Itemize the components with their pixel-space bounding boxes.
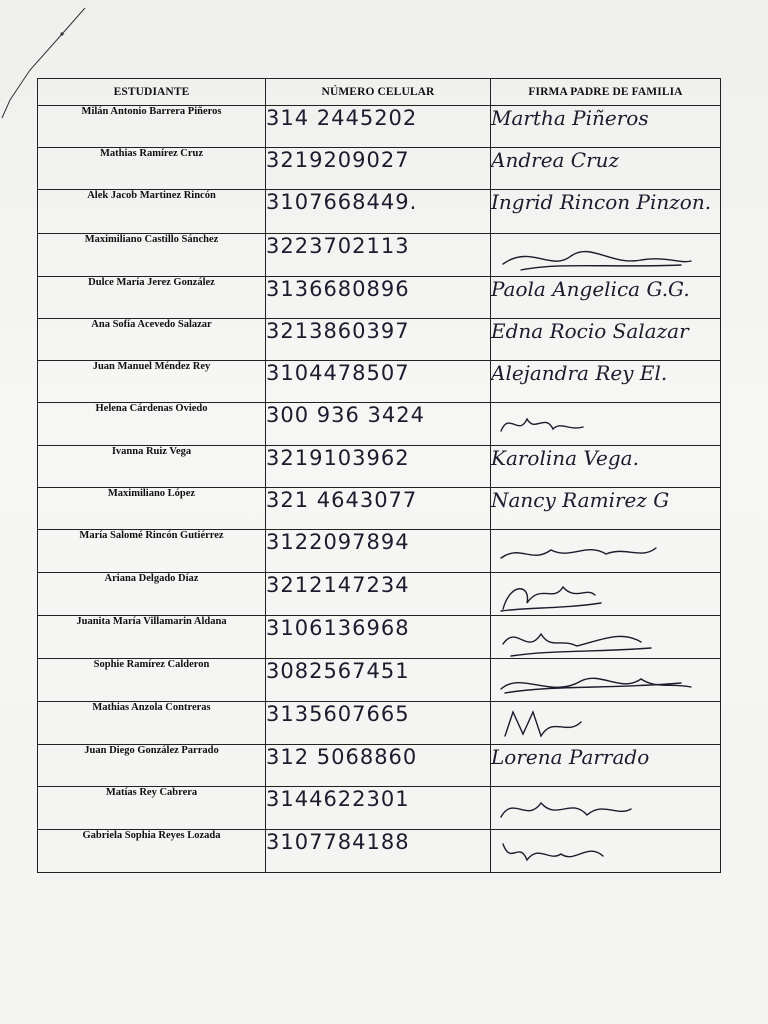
parent-signature	[491, 446, 721, 488]
phone-number: 321 4643077	[266, 488, 491, 530]
phone-number: 3107784188	[266, 830, 491, 873]
table-row	[38, 277, 721, 319]
signature-text: Andrea Cruz	[491, 148, 620, 172]
signature-text: Karolina Vega.	[491, 446, 639, 470]
table-row	[38, 830, 721, 873]
student-name: Mathias Anzola Contreras	[38, 702, 266, 745]
student-name: Juan Diego González Parrado	[38, 745, 266, 787]
signature-text: Lorena Parrado	[491, 745, 650, 769]
parent-contact-table	[37, 78, 721, 873]
parent-signature	[491, 787, 721, 830]
student-name: Ariana Delgado Díaz	[38, 573, 266, 616]
student-name: Ivanna Ruiz Vega	[38, 446, 266, 488]
phone-number: 3106136968	[266, 616, 491, 659]
parent-signature	[491, 659, 721, 702]
parent-signature	[491, 745, 721, 787]
table-row	[38, 319, 721, 361]
student-name: Juan Manuel Méndez Rey	[38, 361, 266, 403]
phone-number: 314 2445202	[266, 106, 491, 148]
parent-signature	[491, 106, 721, 148]
phone-number: 3219209027	[266, 148, 491, 190]
signature-text: Edna Rocio Salazar	[491, 319, 689, 343]
table-row	[38, 106, 721, 148]
table-row	[38, 702, 721, 745]
signature-text: Martha Piñeros	[491, 106, 649, 130]
parent-signature	[491, 403, 721, 446]
phone-number: 3136680896	[266, 277, 491, 319]
signature-text: Nancy Ramirez G	[491, 488, 670, 512]
signature-scribble	[491, 403, 701, 445]
phone-number: 3082567451	[266, 659, 491, 702]
table-row	[38, 530, 721, 573]
parent-signature	[491, 573, 721, 616]
header-signature: FIRMA PADRE DE FAMILIA	[491, 79, 721, 106]
phone-number: 3223702113	[266, 234, 491, 277]
signature-text: Alejandra Rey El.	[491, 361, 668, 385]
table-body	[38, 106, 721, 873]
student-name: Alek Jacob Martinez Rincón	[38, 190, 266, 234]
phone-number: 312 5068860	[266, 745, 491, 787]
student-name: Gabriela Sophia Reyes Lozada	[38, 830, 266, 873]
phone-number: 3213860397	[266, 319, 491, 361]
table-row	[38, 745, 721, 787]
phone-number: 3219103962	[266, 446, 491, 488]
signature-scribble	[491, 530, 701, 572]
table-row	[38, 659, 721, 702]
table-row	[38, 234, 721, 277]
signature-text: Paola Angelica G.G.	[491, 277, 690, 301]
table-row	[38, 190, 721, 234]
student-name: Helena Cárdenas Oviedo	[38, 403, 266, 446]
phone-number: 3212147234	[266, 573, 491, 616]
parent-signature	[491, 190, 721, 234]
phone-number: 3144622301	[266, 787, 491, 830]
signature-scribble	[491, 234, 701, 276]
table-row	[38, 403, 721, 446]
student-name: Mathias Ramírez Cruz	[38, 148, 266, 190]
student-name: Juanita María Villamarin Aldana	[38, 616, 266, 659]
parent-signature	[491, 702, 721, 745]
parent-signature	[491, 361, 721, 403]
table-row	[38, 787, 721, 830]
parent-signature	[491, 319, 721, 361]
table-header-row	[38, 79, 721, 106]
parent-signature	[491, 530, 721, 573]
student-name: Maximiliano Castillo Sánchez	[38, 234, 266, 277]
student-name: Dulce María Jerez González	[38, 277, 266, 319]
table-row	[38, 148, 721, 190]
parent-signature	[491, 616, 721, 659]
phone-number: 300 936 3424	[266, 403, 491, 446]
student-name: Milán Antonio Barrera Piñeros	[38, 106, 266, 148]
parent-signature	[491, 488, 721, 530]
signature-scribble	[491, 573, 701, 615]
table-row	[38, 446, 721, 488]
signature-scribble	[491, 616, 701, 658]
student-name: María Salomé Rincón Gutiérrez	[38, 530, 266, 573]
student-name: Maximiliano López	[38, 488, 266, 530]
signature-scribble	[491, 830, 701, 872]
table-row	[38, 488, 721, 530]
header-phone: NÚMERO CELULAR	[266, 79, 491, 106]
parent-signature	[491, 234, 721, 277]
parent-signature	[491, 148, 721, 190]
signature-scribble	[491, 659, 701, 701]
student-name: Ana Sofía Acevedo Salazar	[38, 319, 266, 361]
parent-signature	[491, 830, 721, 873]
signature-scribble	[491, 702, 701, 744]
signature-scribble	[491, 787, 701, 829]
header-student: ESTUDIANTE	[38, 79, 266, 106]
table-row	[38, 616, 721, 659]
phone-number: 3135607665	[266, 702, 491, 745]
signature-text: Ingrid Rincon Pinzon.	[491, 190, 712, 214]
student-name: Matías Rey Cabrera	[38, 787, 266, 830]
student-name: Sophie Ramírez Calderon	[38, 659, 266, 702]
phone-number: 3122097894	[266, 530, 491, 573]
table-row	[38, 361, 721, 403]
phone-number: 3107668449.	[266, 190, 491, 234]
table-row	[38, 573, 721, 616]
parent-signature	[491, 277, 721, 319]
phone-number: 3104478507	[266, 361, 491, 403]
